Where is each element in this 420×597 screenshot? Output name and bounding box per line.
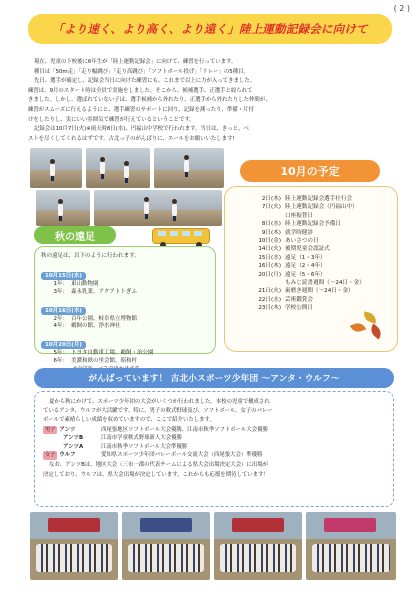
schedule-date: 15日(水) bbox=[258, 254, 281, 261]
club-result-row bbox=[43, 451, 385, 460]
excursion-destination bbox=[41, 289, 209, 297]
intro-line: 現在、児童の下校後に6年生が「陸上運動記録会」に向けて、練習を行っています。 bbox=[34, 59, 237, 65]
club-team-name: ウルフ bbox=[59, 452, 76, 459]
schedule-date: 22日(水) bbox=[258, 296, 281, 303]
schedule-row bbox=[239, 262, 389, 270]
club-result-row bbox=[43, 434, 385, 443]
schedule-event: 芸術鑑賞会 bbox=[285, 296, 313, 303]
intro-line: 種目は「50m走」「走り幅跳び」「走り高跳び」「ソフトボール投げ」「リレー」の5種目。 bbox=[34, 68, 249, 75]
intro-line: ストを尽くしてくれるはずです。古北っ子のがんばりに、エールをお願いいたします! bbox=[28, 135, 235, 142]
club-result-row bbox=[43, 443, 385, 452]
headline-banner bbox=[28, 14, 392, 44]
schedule-row bbox=[239, 287, 389, 295]
schedule-event: 口座振替日 bbox=[285, 212, 313, 219]
club-result-text: 江南市学童軟式野球新人大会優勝 bbox=[101, 435, 182, 442]
excursion-destination bbox=[41, 350, 209, 358]
schedule-event: あいさつの日 bbox=[285, 238, 319, 245]
intro-line: きました。しかし、選ばれていない子は、選手候補から外れたり、正選手から外れたりした仲間が、 bbox=[28, 97, 271, 104]
excursion-day bbox=[41, 262, 209, 297]
club-closing: なお、アンツBは、地区大会（三市一郡の代表チームによる県大会出場決定大会）に出場が bbox=[49, 461, 269, 468]
schedule-date: 9日(木) bbox=[261, 229, 281, 236]
excursion-intro: 秋の遠足は、以下のように行われます。 bbox=[41, 253, 140, 259]
schedule-row bbox=[239, 245, 389, 253]
schedule-date: 21日(火) bbox=[258, 288, 281, 295]
schedule-event: 遠足（5・6年） bbox=[285, 271, 326, 278]
club-paragraph: 夏から秋にかけて、スポーツ少年団の大会がいくつか行われました。本校の児童で構成され bbox=[49, 399, 270, 405]
excursion-title-text: 秋の遠足 bbox=[55, 231, 95, 243]
practice-photo bbox=[154, 148, 224, 188]
club-team-name: アンツA bbox=[63, 443, 84, 450]
club-gender-badge: 男子 bbox=[45, 426, 56, 433]
intro-line: 練習は、9月のスタート時は全員で実施をしました。そこから、候補選手、正選手と絞られて bbox=[28, 87, 253, 94]
excursion-grade: 2年： bbox=[53, 315, 68, 322]
excursion-destination bbox=[41, 281, 209, 289]
schedule-event: 陸上運動記録会選手壮行会 bbox=[285, 196, 353, 202]
team-photo bbox=[306, 512, 396, 580]
schedule-date: 16日(木) bbox=[258, 263, 281, 270]
excursion-place: 鵜飼の館、浄水神社 bbox=[71, 323, 121, 330]
schedule-event: 後期児童会認証式 bbox=[285, 246, 330, 253]
schedule-event: 遠足（1・3年） bbox=[285, 254, 326, 261]
headline-text: 「より速く、より高く、より遠く」陸上運動記録会に向けて bbox=[52, 22, 368, 36]
excursion-destination bbox=[41, 323, 209, 331]
schedule-row bbox=[239, 220, 389, 228]
page-number: ( 2 ) bbox=[393, 4, 410, 13]
club-result-text: 江南市秋季ソフトボール大会準優勝 bbox=[101, 443, 188, 450]
schedule-date: 20日(月) bbox=[258, 271, 281, 278]
excursion-destination bbox=[41, 358, 209, 366]
club-banner bbox=[34, 368, 394, 388]
practice-photo bbox=[36, 190, 90, 226]
excursion-grade: 1年： bbox=[53, 281, 68, 287]
excursion-date-badge: 10月20日(月) bbox=[41, 341, 86, 349]
excursion-place: 美濃和紙の里会館、昭和村 bbox=[71, 357, 138, 364]
excursion-day bbox=[41, 297, 209, 332]
intro-article bbox=[28, 58, 394, 144]
schedule-date: 10日(金) bbox=[258, 238, 281, 245]
excursion-day bbox=[41, 331, 209, 366]
october-schedule bbox=[224, 186, 398, 352]
excursion-grade: 6年： bbox=[53, 357, 68, 364]
excursion-place: 百年公園、岐阜県立博物館 bbox=[71, 315, 138, 322]
excursion-grade: 4年： bbox=[53, 323, 68, 330]
schedule-event: 学校公開日 bbox=[285, 305, 313, 312]
club-team-name: アンツ bbox=[59, 426, 76, 433]
schedule-date: 8日(水) bbox=[261, 221, 281, 228]
team-photo bbox=[214, 512, 302, 580]
intro-line: 記録会は10月7日(火)※雨天時8日(水)、円福山中学校で行われます。当日は、きっと、べ bbox=[34, 126, 249, 133]
schedule-event: 歯磨き週間（～24日・金） bbox=[285, 288, 354, 295]
excursion-date-badge: 10月16日(木) bbox=[41, 307, 86, 315]
schedule-row bbox=[239, 237, 389, 245]
schedule-row bbox=[239, 195, 389, 203]
schedule-date: 14日(火) bbox=[258, 246, 281, 253]
intro-line: 先日、選手が確定し、記録会当日に向けた練習にも、これまで以上に力が入ってきました。 bbox=[34, 78, 256, 85]
schedule-date: 7日(火) bbox=[261, 204, 281, 211]
team-photos bbox=[30, 512, 396, 580]
schedule-date bbox=[239, 279, 285, 287]
schedule-row bbox=[239, 203, 389, 211]
schedule-date: 2日(木) bbox=[261, 196, 281, 202]
excursion-place: トヨタ自動車工場、鵜飼・治公園 bbox=[71, 350, 154, 357]
team-photo bbox=[122, 512, 210, 580]
october-title-text: 10月の予定 bbox=[280, 165, 340, 178]
schedule-date: 23日(木) bbox=[258, 305, 281, 312]
schedule-row bbox=[239, 229, 389, 237]
practice-photo bbox=[86, 148, 150, 188]
schedule-row bbox=[239, 279, 389, 287]
excursion-place: 東山動物園 bbox=[71, 281, 99, 287]
club-paragraph: ているアンタ、ウルフが大活躍です。特に、男子の軟式野球及び、ソフトボール、女子のバレー bbox=[43, 408, 273, 415]
schedule-row bbox=[239, 212, 389, 220]
club-gender-badge: 女子 bbox=[45, 452, 56, 459]
october-schedule-title bbox=[240, 160, 380, 182]
bus-illustration bbox=[152, 226, 214, 248]
practice-photo bbox=[30, 148, 82, 188]
excursion-title bbox=[34, 226, 116, 244]
intro-line: けをしたりし、実にいい雰囲気で練習が行えているということです。 bbox=[28, 116, 195, 123]
club-team-name: アンツB bbox=[63, 435, 84, 442]
schedule-event: 就学時健診 bbox=[285, 229, 313, 236]
autumn-leaves-illustration bbox=[349, 309, 387, 343]
excursion-grade: 3年： bbox=[53, 288, 68, 295]
club-banner-text: がんばっています！ 古北小スポーツ少年団 ～アンタ・ウルフ～ bbox=[88, 374, 340, 384]
club-result-text: 西尾張地区ソフトボール大会優勝、江南市秋季ソフトボール大会優勝 bbox=[101, 426, 268, 433]
club-paragraph: ボールで素晴らしい成績を収めていますので、ここで紹介いたします。 bbox=[43, 417, 215, 424]
excursion-box bbox=[34, 246, 216, 364]
schedule-row bbox=[239, 254, 389, 262]
schedule-date bbox=[239, 212, 285, 220]
schedule-event: 陸上運動記録会予備日 bbox=[285, 221, 341, 228]
schedule-row bbox=[239, 271, 389, 279]
practice-photos bbox=[30, 148, 226, 228]
excursion-place: 森永乳業、アクアトトぎふ bbox=[71, 288, 137, 295]
excursion-grade: 5年： bbox=[53, 350, 68, 357]
club-article bbox=[34, 391, 394, 507]
schedule-event: 遠足（2・4年） bbox=[285, 263, 326, 270]
club-closing: 決定しており、ウルフは、県大会出場が決定しています。これからも応援を期待しています！ bbox=[43, 471, 269, 478]
schedule-event: もみじ読書週間（～24日・金） bbox=[285, 280, 365, 287]
excursion-date-badge: 10月15日(水) bbox=[41, 272, 86, 280]
practice-photo bbox=[94, 190, 222, 226]
club-result-row bbox=[43, 426, 385, 435]
intro-line: 練習がスムーズに行えるようにと、選手練習のサポートに回り、記録を測ったり、準備・片付 bbox=[28, 106, 254, 113]
team-photo bbox=[30, 512, 118, 580]
schedule-event: 陸上運動記録会（円福山中） bbox=[285, 204, 358, 211]
schedule-row bbox=[239, 296, 389, 304]
club-result-text: 愛知県スポーツ少年団バレーボール交流大会（西尾張大会）準優勝 bbox=[101, 452, 263, 459]
